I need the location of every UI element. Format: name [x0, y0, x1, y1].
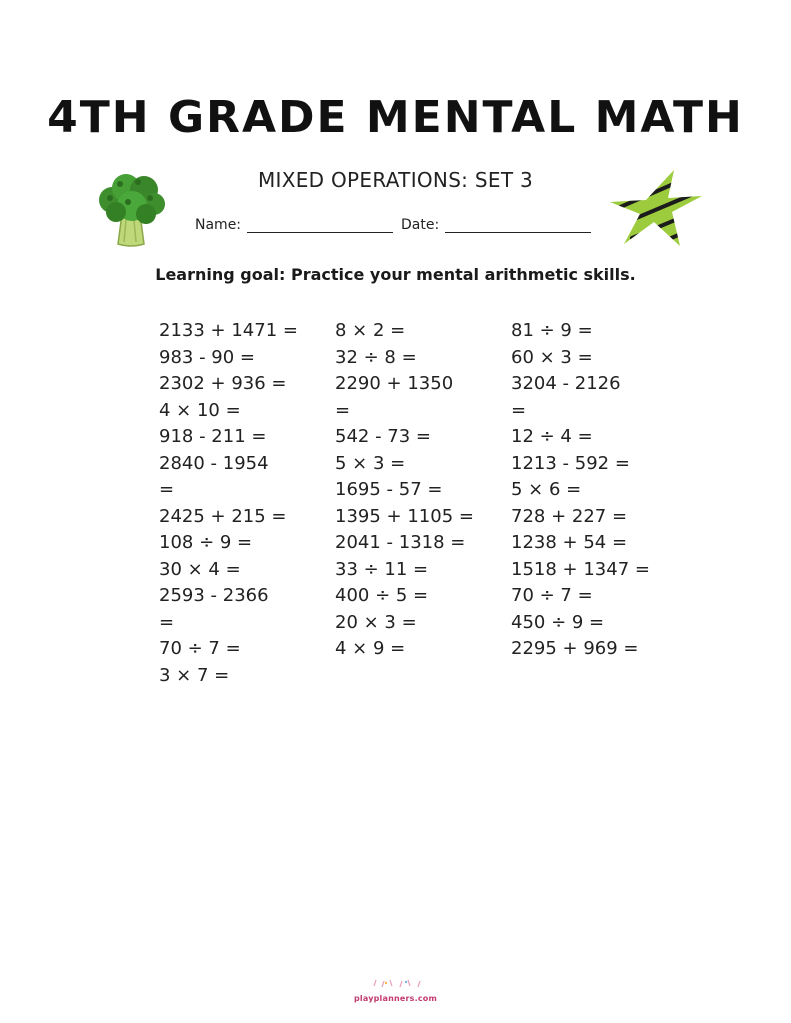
math-problem: 8 × 2 =	[335, 320, 406, 341]
math-problem: 33 ÷ 11 =	[335, 558, 429, 580]
name-label: Name:	[195, 217, 242, 233]
confetti-icon	[366, 978, 426, 988]
math-problem: 918 - 211 =	[159, 426, 267, 447]
math-problem: 70 ÷ 7 =	[511, 585, 593, 606]
page-title: 4TH GRADE MENTAL MATH	[47, 92, 744, 143]
math-problem: 2425 + 215 =	[159, 505, 287, 527]
footer	[0, 978, 791, 1005]
footer-logo-text[interactable]: playplanners.com	[353, 994, 438, 1003]
math-problem: 450 ÷ 9 =	[511, 611, 605, 633]
math-problem: 70 ÷ 7 =	[159, 638, 241, 659]
math-problem: 1695 - 57 =	[335, 479, 443, 500]
math-problem: 1518 + 1347 =	[511, 558, 650, 580]
math-problem: 5 × 3 =	[335, 452, 406, 474]
math-problem: 3 × 7 =	[159, 664, 230, 686]
math-problem: 1395 + 1105 =	[335, 505, 474, 527]
name-date-row	[195, 217, 599, 233]
math-problem: 20 × 3 =	[335, 611, 417, 633]
math-problem: 2133 + 1471 =	[159, 320, 298, 341]
math-problem: 542 - 73 =	[335, 426, 432, 447]
math-problem: 2295 + 969 =	[511, 638, 639, 659]
broccoli-icon	[96, 170, 166, 248]
math-problem: 2041 - 1318 =	[335, 532, 466, 553]
math-problem: 5 × 6 =	[511, 479, 582, 500]
math-problem: 2593 - 2366 =	[159, 585, 269, 633]
math-problem: 4 × 9 =	[335, 638, 406, 659]
date-field[interactable]	[445, 218, 591, 233]
math-problem: 60 × 3 =	[511, 346, 593, 368]
math-problem: 1238 + 54 =	[511, 532, 628, 553]
worksheet-subtitle: MIXED OPERATIONS: SET 3	[257, 168, 534, 192]
problem-column-2	[335, 318, 495, 663]
date-label: Date:	[401, 217, 440, 233]
math-problem: 2840 - 1954 =	[159, 452, 269, 500]
problem-column-3	[511, 318, 671, 663]
math-problem: 983 - 90 =	[159, 346, 256, 368]
math-problem: 4 × 10 =	[159, 399, 241, 421]
math-problem: 2290 + 1350 =	[335, 373, 454, 421]
striped-star-icon	[608, 168, 704, 248]
math-problem: 1213 - 592 =	[511, 452, 630, 474]
math-problem: 32 ÷ 8 =	[335, 346, 417, 368]
math-problem: 81 ÷ 9 =	[511, 320, 593, 341]
math-problem: 30 × 4 =	[159, 558, 241, 580]
math-problem: 2302 + 936 =	[159, 373, 287, 394]
problem-column-1	[159, 318, 319, 689]
learning-goal: Learning goal: Practice your mental arithmetic skills.	[155, 265, 636, 284]
math-problem: 3204 - 2126 =	[511, 373, 621, 421]
name-field[interactable]	[247, 218, 393, 233]
math-problem: 728 + 227 =	[511, 505, 628, 527]
math-problem: 108 ÷ 9 =	[159, 532, 253, 553]
math-problem: 400 ÷ 5 =	[335, 585, 429, 606]
math-problem: 12 ÷ 4 =	[511, 426, 593, 447]
